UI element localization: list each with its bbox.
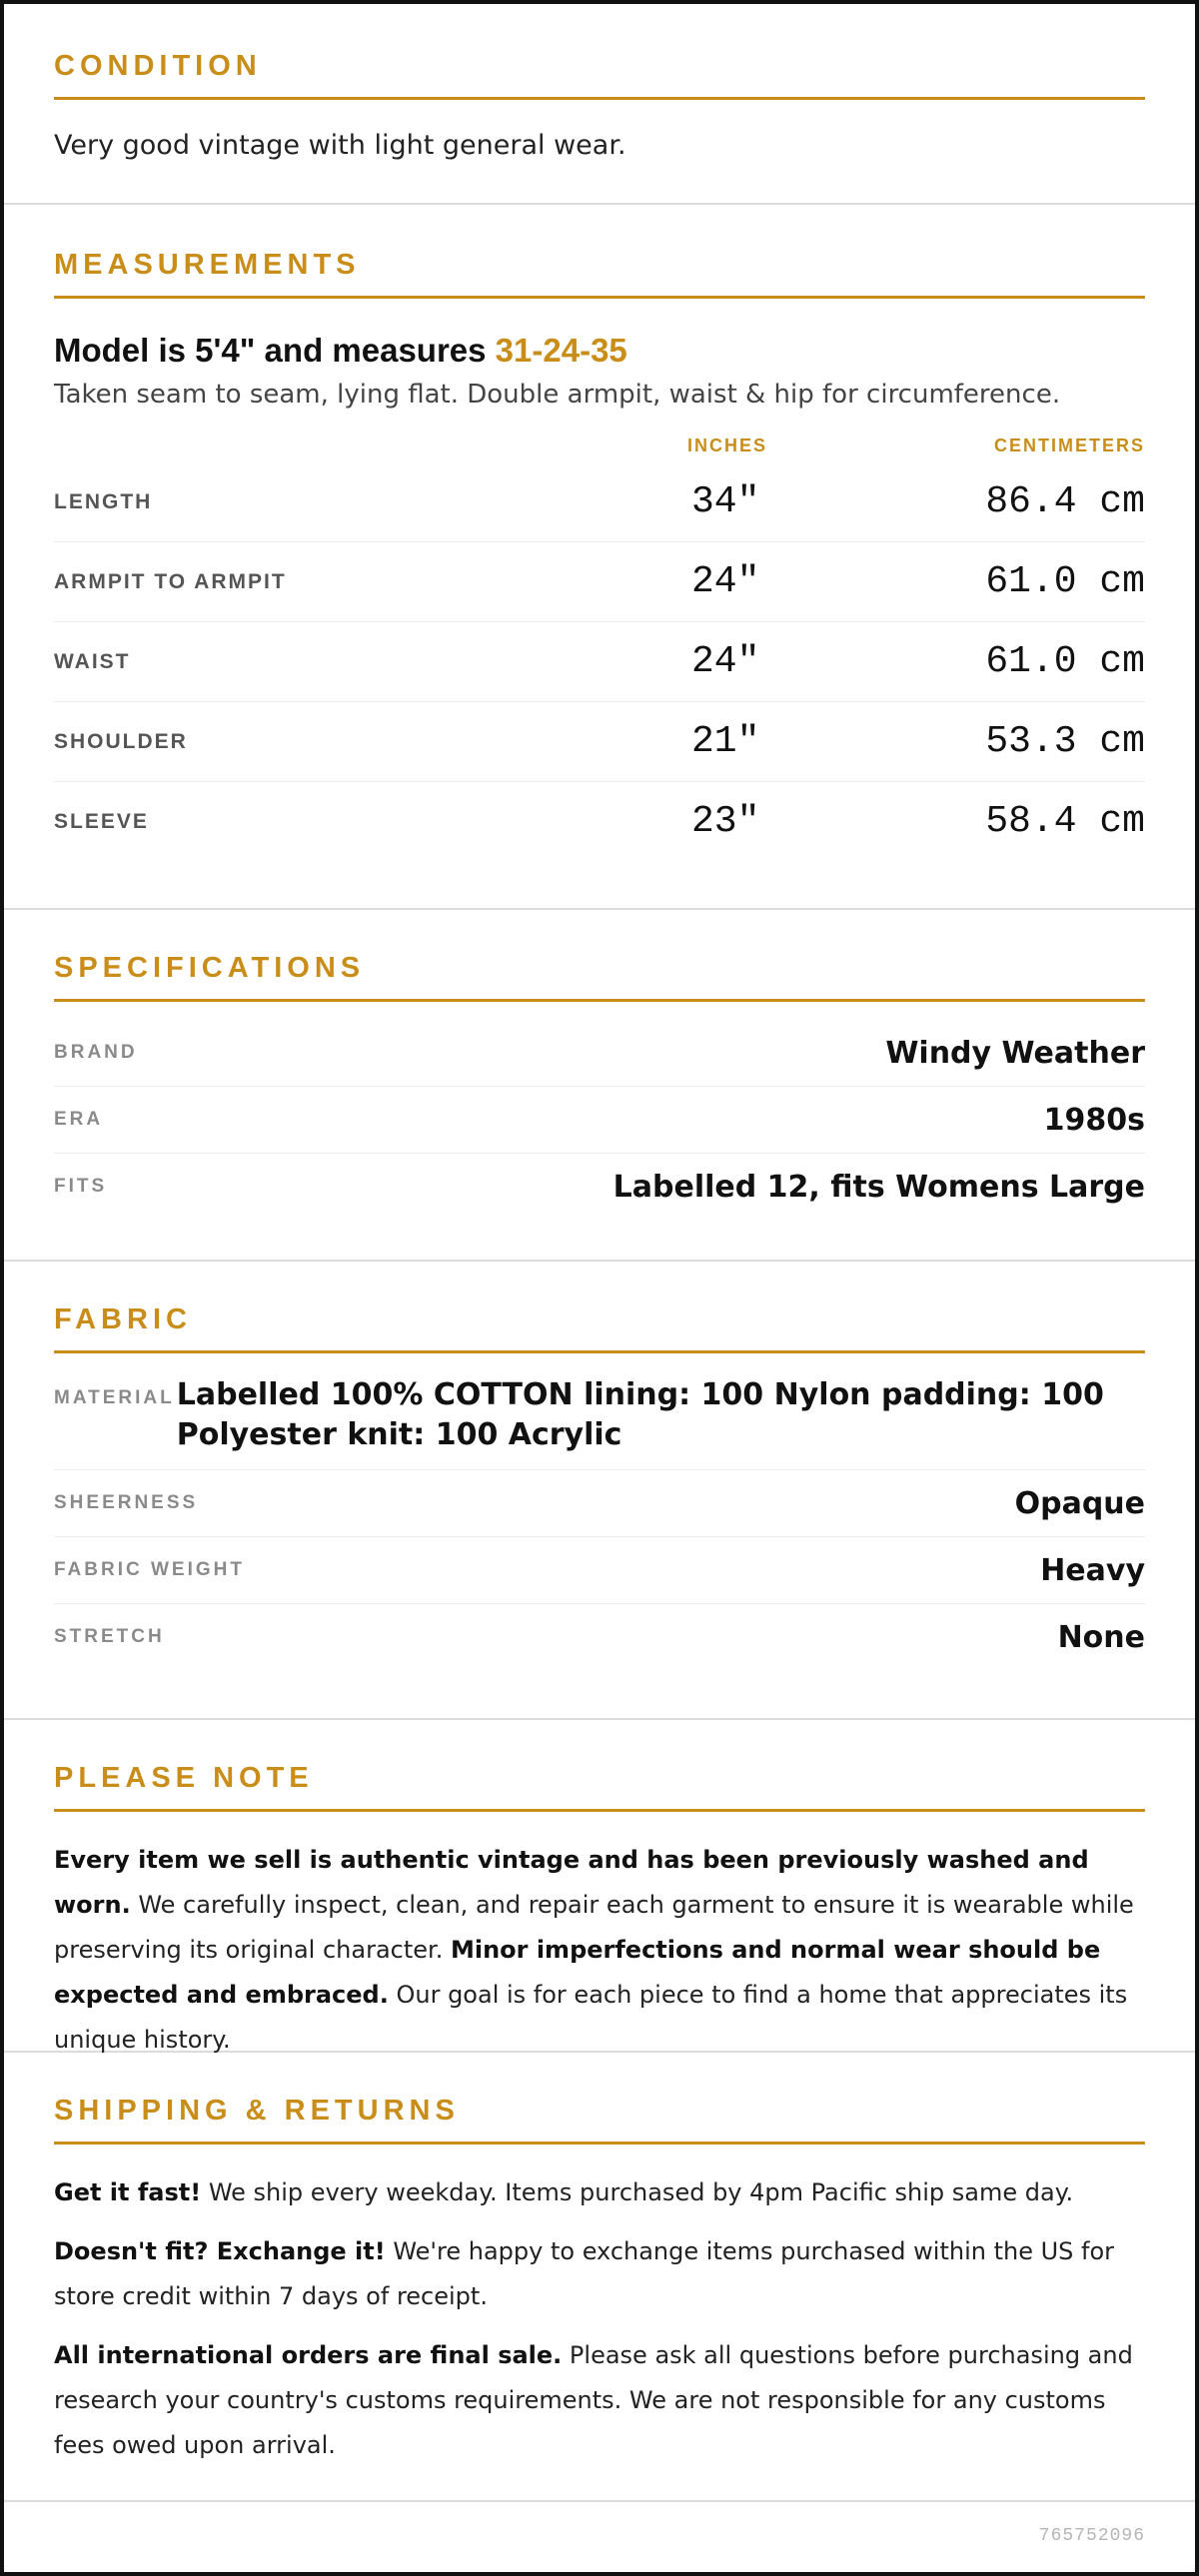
specifications-section [4, 910, 1195, 1262]
shipping-fast-bold: Get it fast! [54, 2178, 202, 2206]
model-measures-value: 31-24-35 [495, 332, 627, 369]
measurement-cm: 58.4 cm [985, 800, 1145, 843]
please-note-title: PLEASE NOTE [54, 1762, 1145, 1812]
spec-row-brand [54, 1020, 1145, 1087]
measurement-row-length [54, 462, 1145, 542]
specifications-title: SPECIFICATIONS [54, 952, 1145, 1002]
fabric-row-material [54, 1353, 1145, 1470]
shipping-returns-section [4, 2053, 1195, 2502]
measurement-method-note: Taken seam to seam, lying flat. Double armpit, waist & hip for circumference. [54, 380, 1061, 410]
measurement-inches: 21" [691, 720, 760, 763]
centimeters-column-header: CENTIMETERS [993, 435, 1145, 455]
measurement-label: SHOULDER [54, 729, 188, 753]
shipping-fast-paragraph [54, 2170, 1145, 2215]
measurement-cm: 61.0 cm [985, 640, 1145, 683]
note-bold-imperfections: Minor imperfections and normal wear should be expected and embraced. [54, 1936, 1101, 2009]
fabric-value: None [1057, 1619, 1145, 1655]
measurement-label: SLEEVE [54, 809, 149, 833]
fabric-section [4, 1262, 1195, 1720]
condition-text: Very good vintage with light general wear. [54, 130, 626, 161]
measurement-label: LENGTH [54, 489, 153, 513]
spec-label: BRAND [54, 1042, 138, 1063]
note-bold-authentic: Every item we sell is authentic vintage and has been previously washed and worn. [54, 1846, 1089, 1919]
fabric-row-weight [54, 1537, 1145, 1604]
measurement-inches: 24" [691, 560, 760, 603]
model-measures-prefix: Model is 5'4" and measures [54, 332, 496, 369]
fabric-label: FABRIC WEIGHT [54, 1559, 245, 1580]
spec-label: FITS [54, 1176, 108, 1197]
fabric-row-sheerness [54, 1470, 1145, 1537]
model-measures-line [54, 332, 1145, 370]
fabric-label: STRETCH [54, 1626, 165, 1647]
fabric-title: FABRIC [54, 1303, 1145, 1353]
condition-section [4, 4, 1195, 205]
measurement-row-armpit [54, 542, 1145, 622]
measurement-inches: 23" [691, 800, 760, 843]
fabric-value: Opaque [1014, 1485, 1145, 1521]
measurements-title: MEASUREMENTS [54, 249, 1145, 299]
measurement-inches: 34" [691, 480, 760, 523]
please-note-section [4, 1720, 1195, 2053]
shipping-fast-text: We ship every weekday. Items purchased by 4pm Pacific ship same day. [201, 2178, 1074, 2206]
fabric-row-stretch [54, 1604, 1145, 1670]
spec-value: Windy Weather [885, 1035, 1145, 1071]
spec-row-fits [54, 1154, 1145, 1220]
measurement-cm: 86.4 cm [985, 480, 1145, 523]
measurement-table [54, 462, 1145, 861]
exchange-text: We're happy to exchange items purchased within the US for store credit within 7 days of receipt. [54, 2237, 1115, 2310]
condition-title: CONDITION [54, 50, 1145, 100]
inches-column-header: INCHES [687, 435, 768, 455]
shipping-title: SHIPPING & RETURNS [54, 2095, 1145, 2145]
note-text-goal: Our goal is for each piece to find a home that appreciates its unique history. [54, 1981, 1128, 2054]
measurement-cm: 53.3 cm [985, 720, 1145, 763]
measurement-label: WAIST [54, 649, 131, 673]
international-paragraph [54, 2333, 1145, 2468]
international-text: Please ask all questions before purchasing and research your country's customs requirements. We are not responsible for any customs fees owed upon arrival. [54, 2341, 1133, 2459]
measurements-section [4, 205, 1195, 910]
measurement-row-shoulder [54, 702, 1145, 782]
measurement-label: ARMPIT TO ARMPIT [54, 569, 287, 593]
exchange-paragraph [54, 2229, 1145, 2319]
fabric-label: MATERIAL [54, 1387, 175, 1408]
measurement-column-headers [54, 435, 1145, 456]
fabric-material-value: Labelled 100% COTTON lining: 100 Nylon padding: 100 Polyester knit: 100 Acrylic [176, 1377, 1104, 1452]
item-id: 765752096 [1038, 2526, 1145, 2546]
please-note-text [54, 1838, 1145, 2063]
spec-row-era [54, 1087, 1145, 1154]
spec-value: 1980s [1043, 1102, 1145, 1138]
spec-label: ERA [54, 1109, 104, 1130]
spec-value: Labelled 12, fits Womens Large [612, 1169, 1145, 1205]
measurement-row-waist [54, 622, 1145, 702]
measurement-row-sleeve [54, 782, 1145, 861]
international-bold: All international orders are final sale. [54, 2341, 563, 2369]
measurement-cm: 61.0 cm [985, 560, 1145, 603]
fabric-value: Heavy [1040, 1552, 1145, 1588]
exchange-bold: Doesn't fit? Exchange it! [54, 2237, 386, 2265]
note-text-inspect: We carefully inspect, clean, and repair each garment to ensure it is wearable while preserving its original character. [54, 1891, 1134, 1964]
measurement-inches: 24" [691, 640, 760, 683]
specifications-list [54, 1020, 1145, 1220]
fabric-label: SHEERNESS [54, 1492, 199, 1513]
